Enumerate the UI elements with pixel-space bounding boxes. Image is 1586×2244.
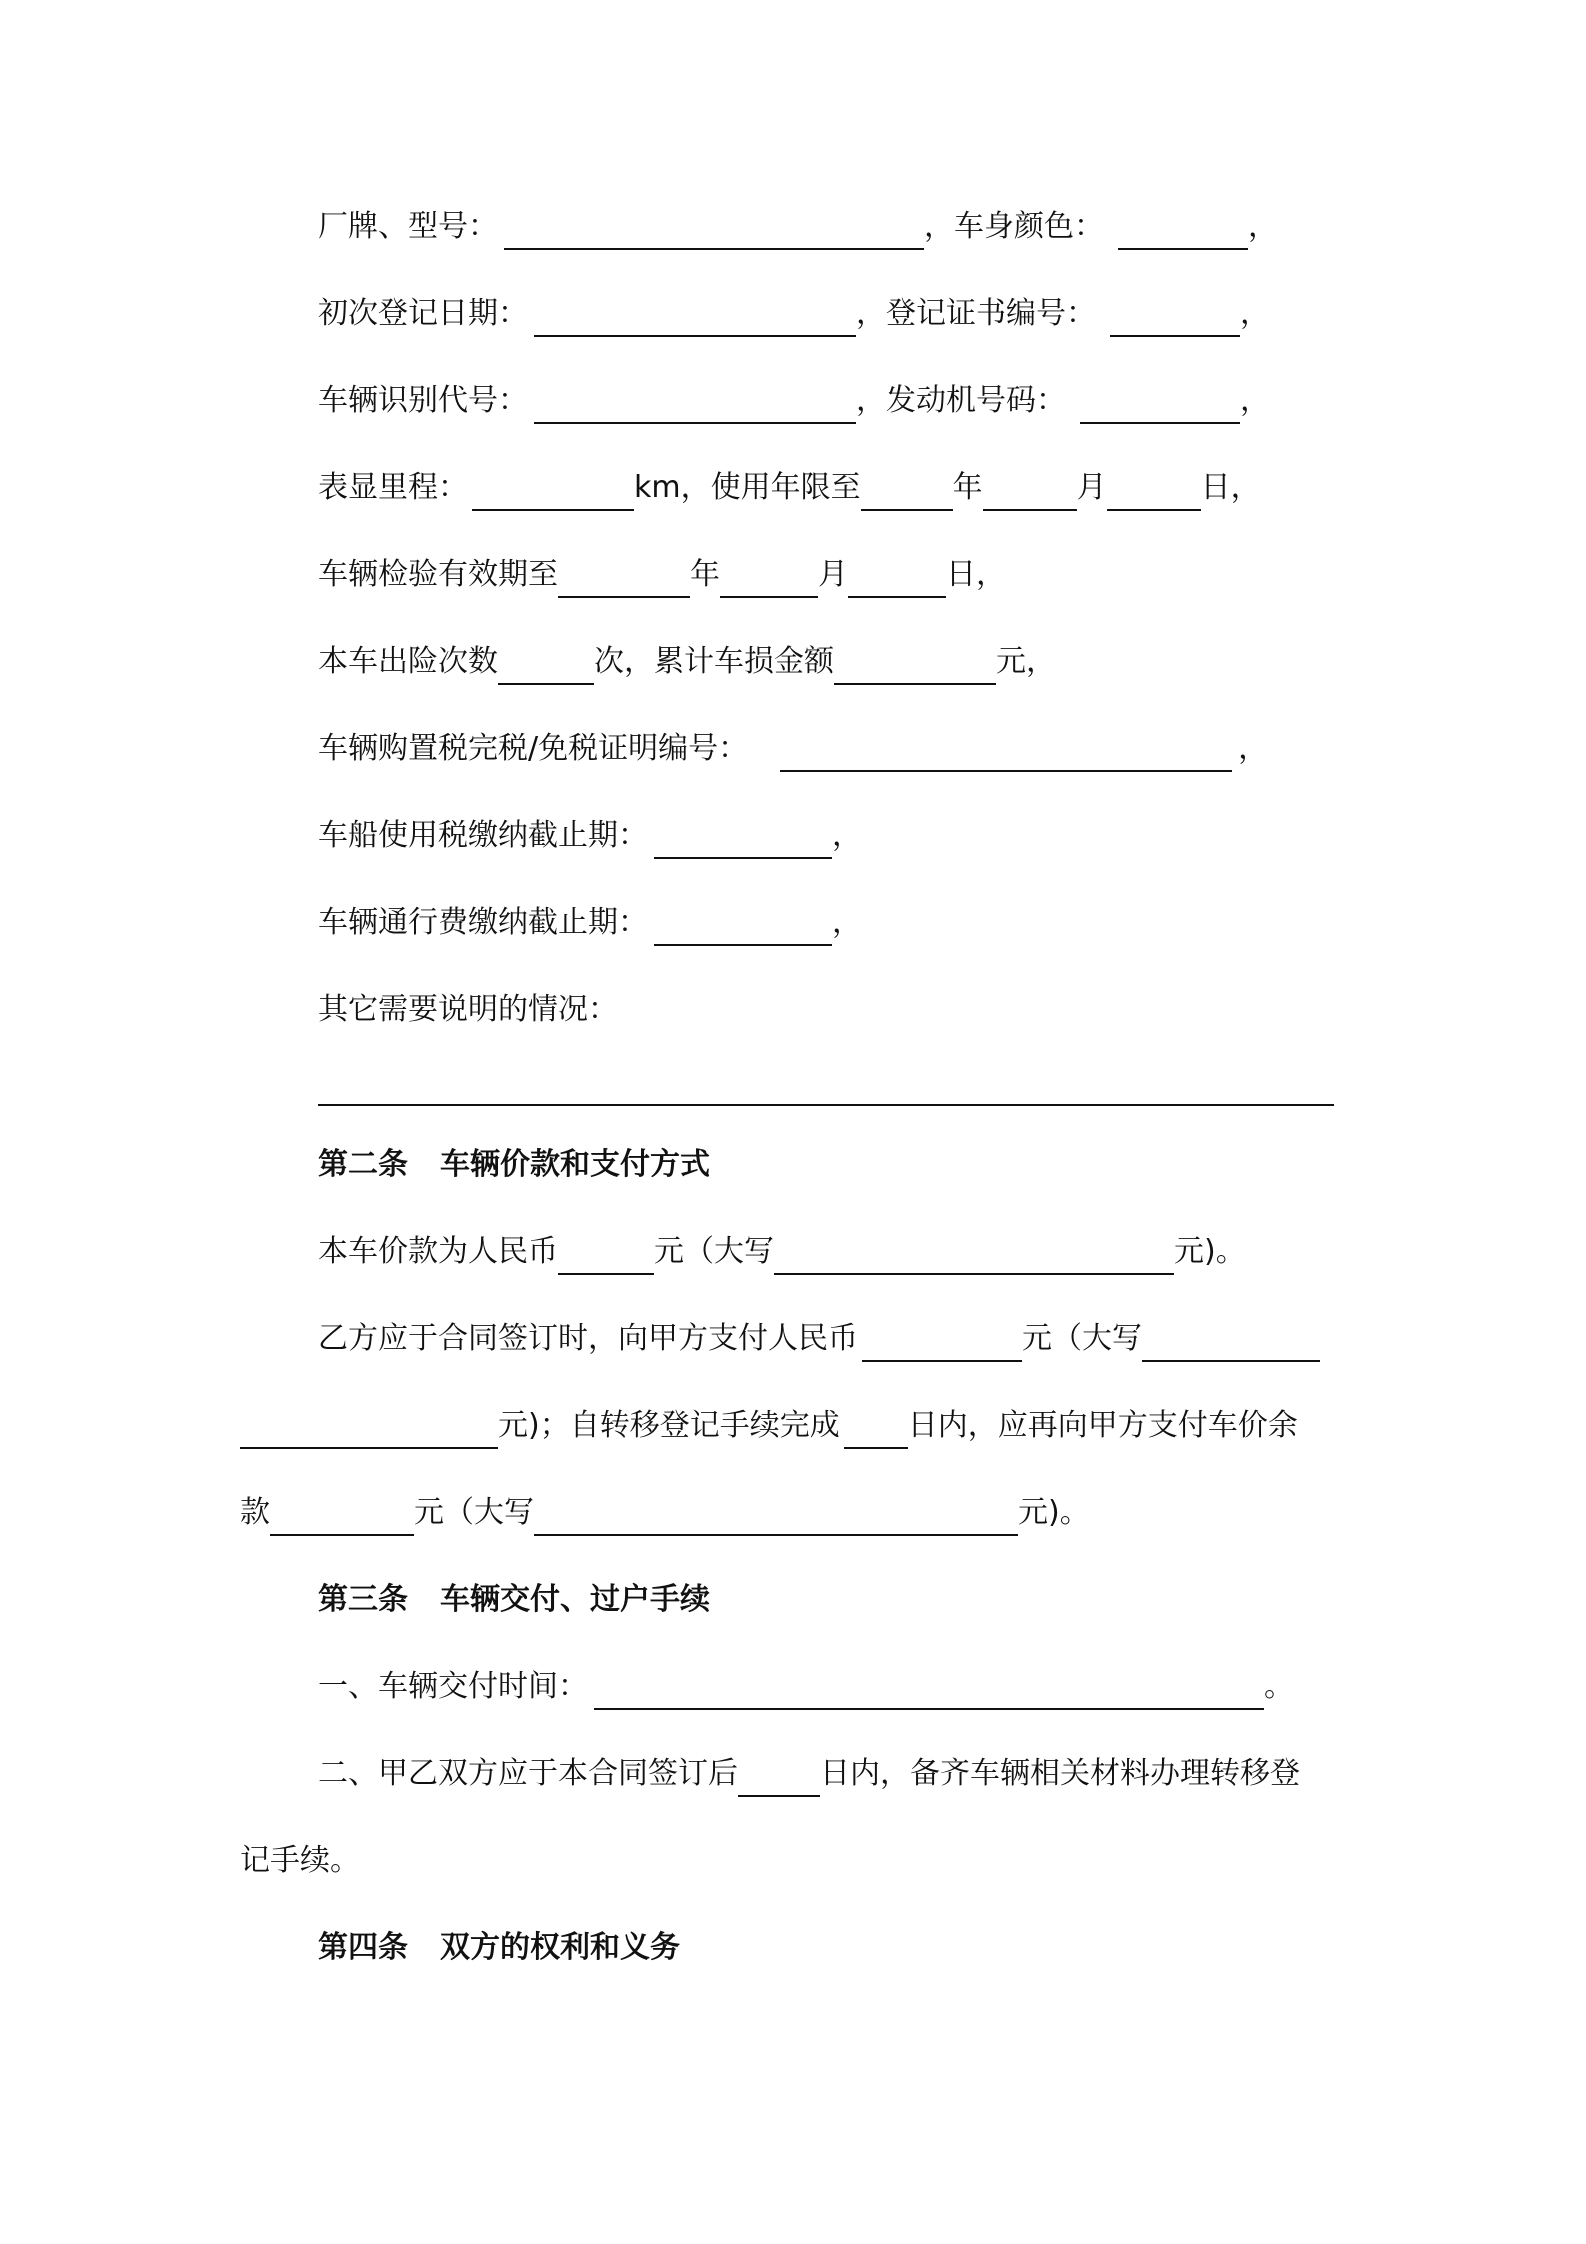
- blank-balance-in-words[interactable]: [534, 1490, 1018, 1536]
- field-claims: [318, 625, 1056, 685]
- article-4-heading: [318, 1911, 680, 1971]
- label-transfer-end: 记手续。: [240, 1843, 360, 1878]
- article-2-heading: [318, 1128, 710, 1188]
- blank-initial-in-words-a[interactable]: [1142, 1316, 1320, 1362]
- label-price: 本车价款为人民币: [318, 1234, 558, 1269]
- label-year: 年: [690, 557, 720, 592]
- blank-day[interactable]: [1107, 465, 1201, 511]
- field-vessel-tax: [318, 799, 862, 859]
- blank-certificate-number[interactable]: [1110, 291, 1240, 337]
- blank-initial-payment[interactable]: [862, 1316, 1022, 1362]
- label-damage-amount: 次，累计车损金额: [594, 644, 834, 679]
- label-month: 月: [818, 557, 848, 592]
- blank-initial-in-words-b[interactable]: [240, 1403, 498, 1449]
- field-mileage: [318, 451, 1261, 511]
- label-yuan: 元，: [996, 644, 1056, 679]
- label-transfer-complete: 元)；自转移登记手续完成: [498, 1408, 840, 1443]
- label-toll-fee: 车辆通行费缴纳截止期：: [318, 905, 648, 940]
- label-yuan-end: 元)。: [1174, 1234, 1246, 1269]
- label-certificate-number: ，登记证书编号：: [856, 296, 1096, 331]
- field-brand-model: [318, 190, 1278, 250]
- punct: ，: [1248, 209, 1278, 244]
- label-month: 月: [1076, 470, 1107, 505]
- article-2-number: 第二条: [318, 1147, 408, 1182]
- transfer-line-2: [240, 1824, 360, 1884]
- blank-delivery-time[interactable]: [594, 1664, 1264, 1710]
- punct: ，: [1240, 383, 1270, 418]
- blank-balance-days[interactable]: [844, 1403, 908, 1449]
- label-other-notes: 其它需要说明的情况：: [318, 992, 618, 1027]
- field-purchase-tax: [318, 712, 1268, 772]
- label-initial-payment: 乙方应于合同签订时，向甲方支付人民币: [318, 1321, 858, 1356]
- article-4-title: 双方的权利和义务: [440, 1930, 680, 1965]
- article-2-title: 车辆价款和支付方式: [440, 1147, 710, 1182]
- blank-vin[interactable]: [534, 378, 856, 424]
- label-engine-number: ，发动机号码：: [856, 383, 1066, 418]
- blank-mileage[interactable]: [472, 465, 634, 511]
- punct: ，: [1240, 296, 1270, 331]
- label-balance: 款: [240, 1495, 270, 1530]
- label-claims: 本车出险次数: [318, 644, 498, 679]
- blank-balance-amount[interactable]: [270, 1490, 414, 1536]
- article-3-heading: [318, 1563, 710, 1623]
- article-3-title: 车辆交付、过户手续: [440, 1582, 710, 1617]
- blank-brand-model[interactable]: [504, 204, 924, 250]
- label-balance-in-words: 元（大写: [414, 1495, 534, 1530]
- blank-engine-number[interactable]: [1080, 378, 1240, 424]
- label-delivery-time: 一、车辆交付时间：: [318, 1669, 588, 1704]
- punct: ，: [832, 905, 862, 940]
- field-toll-fee: [318, 886, 862, 946]
- blank-price[interactable]: [558, 1229, 654, 1275]
- label-transfer: 二、甲乙双方应于本合同签订后: [318, 1756, 738, 1791]
- punct: ，: [832, 818, 862, 853]
- delivery-time-line: [318, 1650, 1294, 1710]
- transfer-line-1: [318, 1737, 1300, 1797]
- field-inspection: [318, 538, 1006, 598]
- article-3-number: 第三条: [318, 1582, 408, 1617]
- label-brand-model: 厂牌、型号：: [318, 209, 498, 244]
- punct: 。: [1264, 1669, 1294, 1704]
- label-vin: 车辆识别代号：: [318, 383, 528, 418]
- payment-line-1: [318, 1302, 1320, 1362]
- label-vessel-tax: 车船使用税缴纳截止期：: [318, 818, 648, 853]
- field-first-registration: [318, 277, 1270, 337]
- label-transfer-cont: 日内，备齐车辆相关材料办理转移登: [820, 1756, 1300, 1791]
- blank-damage-amount[interactable]: [834, 639, 996, 685]
- blank-transfer-days[interactable]: [738, 1751, 820, 1797]
- payment-line-3: [240, 1476, 1090, 1536]
- blank-month[interactable]: [720, 552, 818, 598]
- blank-purchase-tax[interactable]: [780, 726, 1232, 772]
- label-mileage: 表显里程：: [318, 470, 468, 505]
- punct: ，: [1238, 731, 1269, 766]
- label-inspection: 车辆检验有效期至: [318, 557, 558, 592]
- label-km-years: km，使用年限至: [634, 470, 861, 505]
- blank-first-registration-date[interactable]: [534, 291, 856, 337]
- label-yuan-end: 元)。: [1018, 1495, 1090, 1530]
- blank-body-color[interactable]: [1118, 204, 1248, 250]
- blank-vessel-tax[interactable]: [654, 813, 832, 859]
- blank-month[interactable]: [983, 465, 1077, 511]
- price-line: [318, 1215, 1246, 1275]
- label-purchase-tax: 车辆购置税完税/免税证明编号：: [318, 731, 749, 766]
- blank-year[interactable]: [861, 465, 953, 511]
- payment-line-2: [240, 1389, 1298, 1449]
- blank-year[interactable]: [558, 552, 690, 598]
- label-year: 年: [952, 470, 983, 505]
- label-balance-due: 日内，应再向甲方支付车价余: [907, 1408, 1298, 1443]
- label-initial-in-words: 元（大写: [1022, 1321, 1142, 1356]
- label-body-color: ，车身颜色：: [924, 209, 1104, 244]
- label-day: 日，: [1200, 470, 1261, 505]
- blank-other-notes[interactable]: [318, 1104, 1334, 1106]
- label-day: 日，: [946, 557, 1006, 592]
- label-price-in-words: 元（大写: [654, 1234, 774, 1269]
- field-other-notes: [318, 973, 618, 1033]
- article-4-number: 第四条: [318, 1930, 408, 1965]
- blank-claims-count[interactable]: [498, 639, 594, 685]
- blank-toll-fee[interactable]: [654, 900, 832, 946]
- field-vin: [318, 364, 1270, 424]
- blank-day[interactable]: [848, 552, 946, 598]
- blank-price-in-words[interactable]: [774, 1229, 1174, 1275]
- label-first-registration-date: 初次登记日期：: [318, 296, 528, 331]
